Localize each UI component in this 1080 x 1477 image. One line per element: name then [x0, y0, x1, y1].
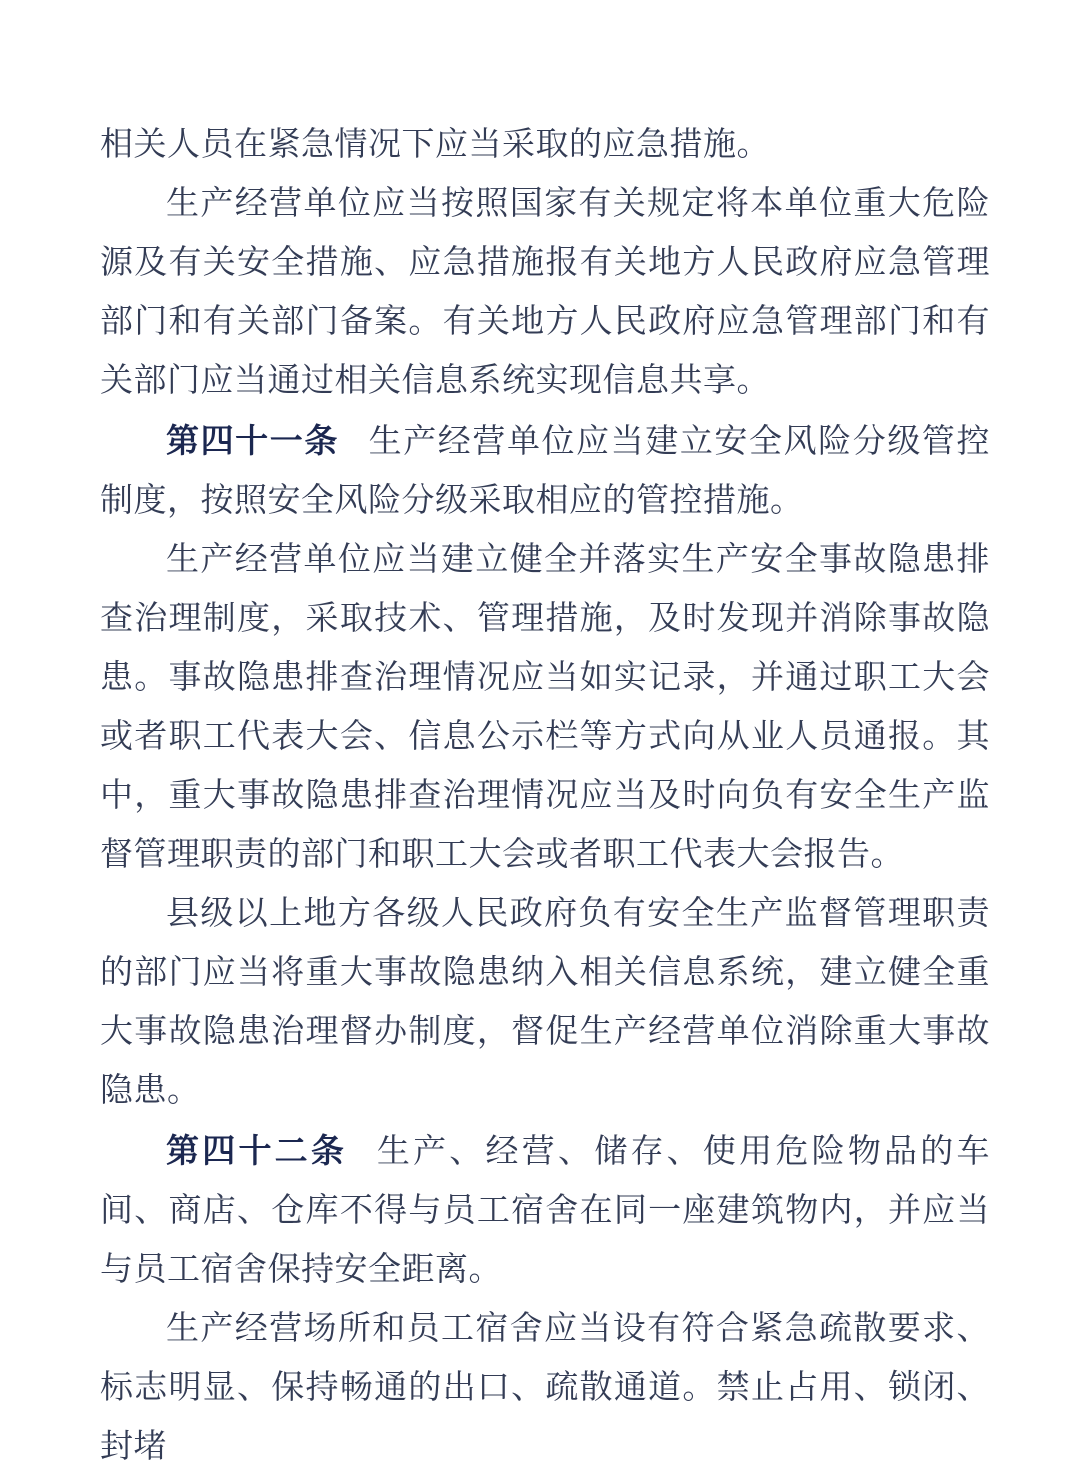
paragraph-text: 县级以上地方各级人民政府负有安全生产监督管理职责的部门应当将重大事故隐患纳入相关信息系统，建立健全重大事故隐患治理督办制度，督促生产经营单位消除重大事故隐患。: [100, 896, 990, 1109]
paragraph-text: 相关人员在紧急情况下应当采取的应急措施。: [100, 127, 770, 163]
paragraph: [100, 531, 990, 885]
paragraph: [100, 116, 990, 175]
article-number: 第四十一条: [166, 422, 339, 459]
paragraph-text: 生产经营单位应当按照国家有关规定将本单位重大危险源及有关安全措施、应急措施报有关地方人民政府应急管理部门和有关部门备案。有关地方人民政府应急管理部门和有关部门应当通过相关信息系统实现信息共享。: [100, 186, 990, 399]
document-body: [100, 116, 990, 1477]
paragraph-text: 生产、经营、储存、使用危险物品的车间、商店、仓库不得与员工宿舍在同一座建筑物内，并应当与员工宿舍保持安全距离。: [100, 1134, 991, 1288]
paragraph-text: 生产经营单位应当建立健全并落实生产安全事故隐患排查治理制度，采取技术、管理措施，及时发现并消除事故隐患。事故隐患排查治理情况应当如实记录，并通过职工大会或者职工代表大会、信息公示栏等方式向从业人员通报。其中，重大事故隐患排查治理情况应当及时向负有安全生产监督管理职责的部门和职工大会或者职工代表大会报告。: [100, 542, 990, 873]
paragraph-text: 生产经营单位应当建立安全风险分级管控制度，按照安全风险分级采取相应的管控措施。: [100, 424, 991, 519]
paragraph-text: 生产经营场所和员工宿舍应当设有符合紧急疏散要求、标志明显、保持畅通的出口、疏散通道。禁止占用、锁闭、封堵: [100, 1311, 990, 1465]
article-number: 第四十二条: [166, 1132, 348, 1169]
paragraph: [100, 1121, 990, 1300]
paragraph: [100, 411, 990, 531]
paragraph: [100, 885, 990, 1121]
paragraph: [100, 1300, 990, 1477]
paragraph: [100, 175, 990, 411]
